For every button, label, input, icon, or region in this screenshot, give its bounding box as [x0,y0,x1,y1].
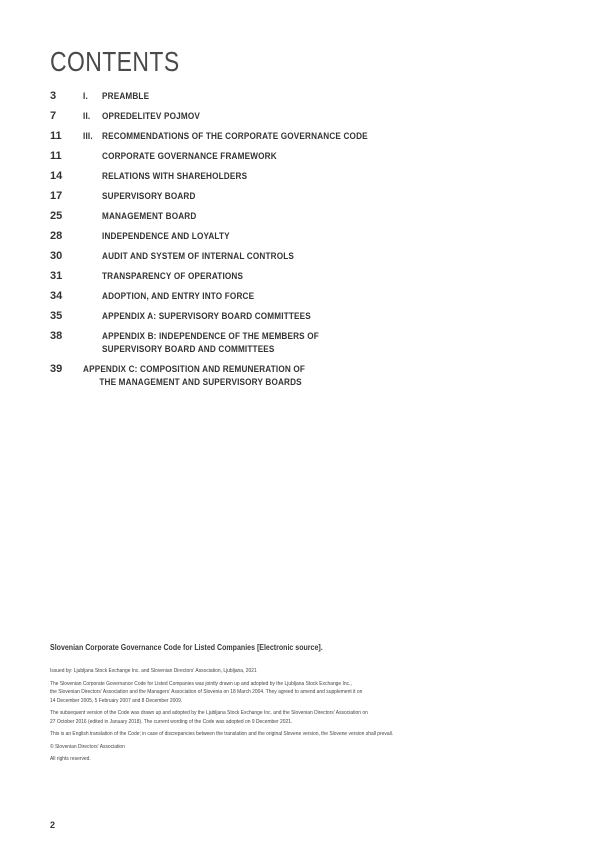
toc-label [102,330,319,356]
toc-label [83,363,305,389]
toc-section-number: II. [83,111,91,122]
toc-section-number: III. [83,131,93,142]
toc-label: RECOMMENDATIONS OF THE CORPORATE GOVERNANCE CODE [102,131,368,142]
toc-entry[interactable] [50,290,550,310]
toc-entry[interactable] [50,210,550,230]
toc-page-number: 25 [50,210,63,222]
toc-page-number: 28 [50,230,63,242]
toc-entry[interactable] [50,230,550,250]
toc-entry[interactable] [50,90,550,110]
toc-label: TRANSPARENCY OF OPERATIONS [102,271,244,282]
toc-label: PREAMBLE [102,91,150,102]
toc-page-number: 35 [50,310,63,322]
colophon-text-line: 14 December 2005, 5 February 2007 and 8 December 2009. [50,697,183,704]
toc-entry[interactable] [50,110,550,130]
toc-page-number: 31 [50,270,63,282]
page-title: CONTENTS [50,46,180,77]
toc-page-number: 38 [50,330,63,342]
toc-entry[interactable] [50,130,550,150]
colophon-title: Slovenian Corporate Governance Code for Listed Companies [Electronic source]. [50,643,323,652]
colophon-text-line: The Slovenian Corporate Governance Code for Listed Companies was jointly drawn up and adopted by the Ljubljana Stock Exchange Inc., [50,680,352,687]
toc-page-number: 14 [50,170,63,182]
toc-page-number: 3 [50,90,57,102]
toc-label-line: THE MANAGEMENT AND SUPERVISORY BOARDS [99,377,302,388]
toc-label-line: APPENDIX C: COMPOSITION AND REMUNERATION OF [83,364,306,375]
toc-page-number: 30 [50,250,63,262]
colophon-copyright: © Slovenian Directors' Association [50,743,125,750]
toc-entry[interactable] [50,250,550,270]
colophon-text-line: The subsequent version of the Code was drawn up and adopted by the Ljubljana Stock Exchange Inc. and the Slovenian Directors' Association on [50,710,368,716]
toc-label: MANAGEMENT BOARD [102,211,197,222]
toc-label: INDEPENDENCE AND LOYALTY [102,231,230,242]
colophon-rights: All rights reserved. [50,756,91,762]
toc-entry[interactable] [50,170,550,190]
toc-entry[interactable] [50,190,550,210]
toc-page-number: 34 [50,290,63,302]
toc-label: APPENDIX A: SUPERVISORY BOARD COMMITTEES [102,311,311,322]
toc-label: CORPORATE GOVERNANCE FRAMEWORK [102,151,277,162]
colophon [50,643,550,764]
toc-page-number: 17 [50,190,63,202]
toc-entry[interactable] [50,330,550,363]
colophon-text-line: 27 October 2016 (edited in January 2018). The current wording of the Code was adopted on 9 December 2021. [50,718,293,725]
toc-label-line: APPENDIX B: INDEPENDENCE OF THE MEMBERS OF [102,331,319,342]
toc-label: ADOPTION, AND ENTRY INTO FORCE [102,291,255,302]
colophon-translation-note: This is an English translation of the Code; in case of discrepancies between the translation and the original Slovene version, the Slovene version shall prevail. [50,731,394,737]
toc-entry[interactable] [50,150,550,170]
page-number: 2 [50,820,56,830]
toc-label: SUPERVISORY BOARD [102,191,196,202]
toc-entry[interactable] [50,270,550,290]
toc-page-number: 11 [50,130,62,142]
toc-label: OPREDELITEV POJMOV [102,111,200,122]
colophon-issued: Issued by: Ljubljana Stock Exchange Inc. and Slovenian Directors' Association, Ljubljana, 2021 [50,668,257,674]
toc-section-number: I. [83,91,88,102]
toc-entry[interactable] [50,363,550,396]
toc-page-number: 39 [50,363,63,375]
toc-label: AUDIT AND SYSTEM OF INTERNAL CONTROLS [102,251,295,262]
toc-entry[interactable] [50,310,550,330]
toc-label: RELATIONS WITH SHAREHOLDERS [102,171,248,182]
toc-page-number: 7 [50,110,57,122]
toc-label-line: SUPERVISORY BOARD AND COMMITTEES [102,344,275,355]
toc-page-number: 11 [50,150,62,162]
table-of-contents [50,90,550,396]
colophon-text-line: the Slovenian Directors' Association and the Managers' Association of Slovenia on 18 March 2004. They agreed to amend and supplement it on [50,689,363,695]
